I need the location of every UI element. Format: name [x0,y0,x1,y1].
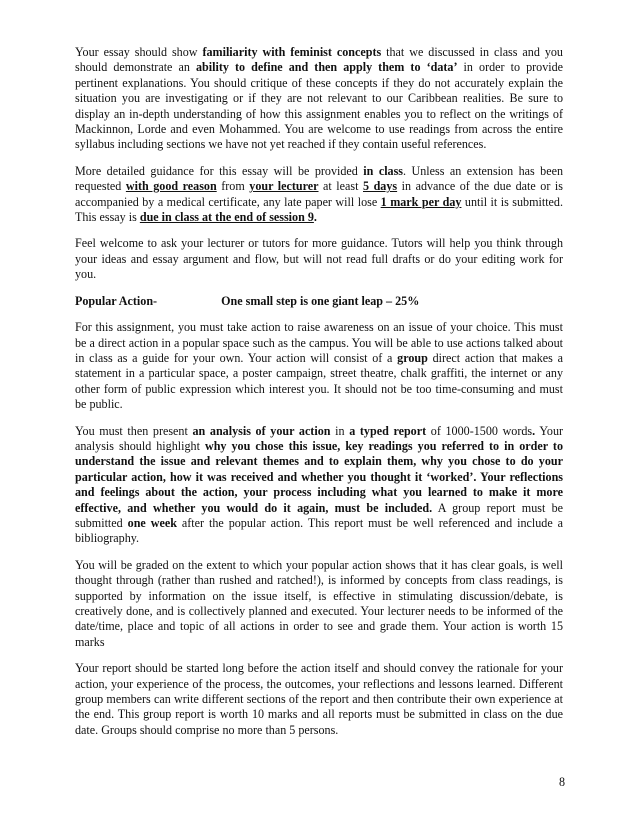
paragraph-group-report: Your report should be started long before the action itself and should convey the rationale for your action, your experience of the process, the outcomes, your reflections and lessons learned. Different group members can write different sections of the report and then contribute their own experience at the end. This group report is worth 10 marks and all reports must be submitted in class on the due date. Groups should comprise no more than 5 persons. [75,661,563,737]
paragraph-guidance: Feel welcome to ask your lecturer or tutors for more guidance. Tutors will help you think through your ideas and essay argument and flow, but will not read full drafts or do your editing work for you. [75,236,563,282]
paragraph-late-policy: More detailed guidance for this essay will be provided in class. Unless an extension has been requested with good reason from your lecturer at least 5 days in advance of the due date or is accompanied by a medical certificate, any late paper will lose 1 mark per day until it is submitted. This essay is due in class at the end of session 9. [75,163,564,225]
paragraph-report-requirements: You must then present an analysis of your action in a typed report of 1000-1500 words. Your analysis should highlight why you chose this issue, key readings you referred to in order to understand the issue and relevant themes and to explain them, why you chose to do your particular action, how it was received and whether you thought it ‘worked’. Your reflections and feelings about the action, your process including what you learned to make it more effective, and whether you would do it again, must be included. A group report must be submitted one week after the popular action. This report must be well referenced and include a bibliography. [75,423,564,546]
section-heading-popular-action: Popular Action- One small step is one giant leap – 25% [75,293,420,308]
paragraph-essay-requirements: Your essay should show familiarity with feminist concepts that we discussed in class and you should demonstrate an ability to define and then apply them to ‘data’ in order to provide pertinent explanations. You should critique of these concepts if they do not accurately explain the situation you are investigating or if they are not relevant to our Caribbean realities. Be sure to display an in-depth understanding of how this assignment enables you to reflect on the writings of Mackinnon, Lorde and even Mohammed. You are welcome to use readings from across the entire syllabus including sections we have not yet reached if they contain useful references. [75,45,564,152]
page-number: 8 [558,775,565,789]
paragraph-action-description: For this assignment, you must take action to raise awareness on an issue of your choice. This must be a direct action in a popular space such as the campus. You will be able to use actions talked about in class as a guide for your own. Your action will consist of a group direct action that makes a statement in a particular space, a poster campaign, street theatre, chalk graffiti, the internet or any other form of public expression which interest you. It should not be too time-consuming and must be public. [75,320,563,412]
paragraph-grading-criteria: You will be graded on the extent to which your popular action shows that it has clear goals, is well thought through (rather than rushed and ratched!), is informed by concepts from class readings, is supported by information on the issue itself, is effective in stimulating discussion/debate, is creatively done, and is collectively planned and executed. Your lecturer needs to be informed of the date/time, place and topic of all actions in order to see and grade them. Your action is worth 15 marks [75,557,563,649]
page-body [75,45,563,749]
